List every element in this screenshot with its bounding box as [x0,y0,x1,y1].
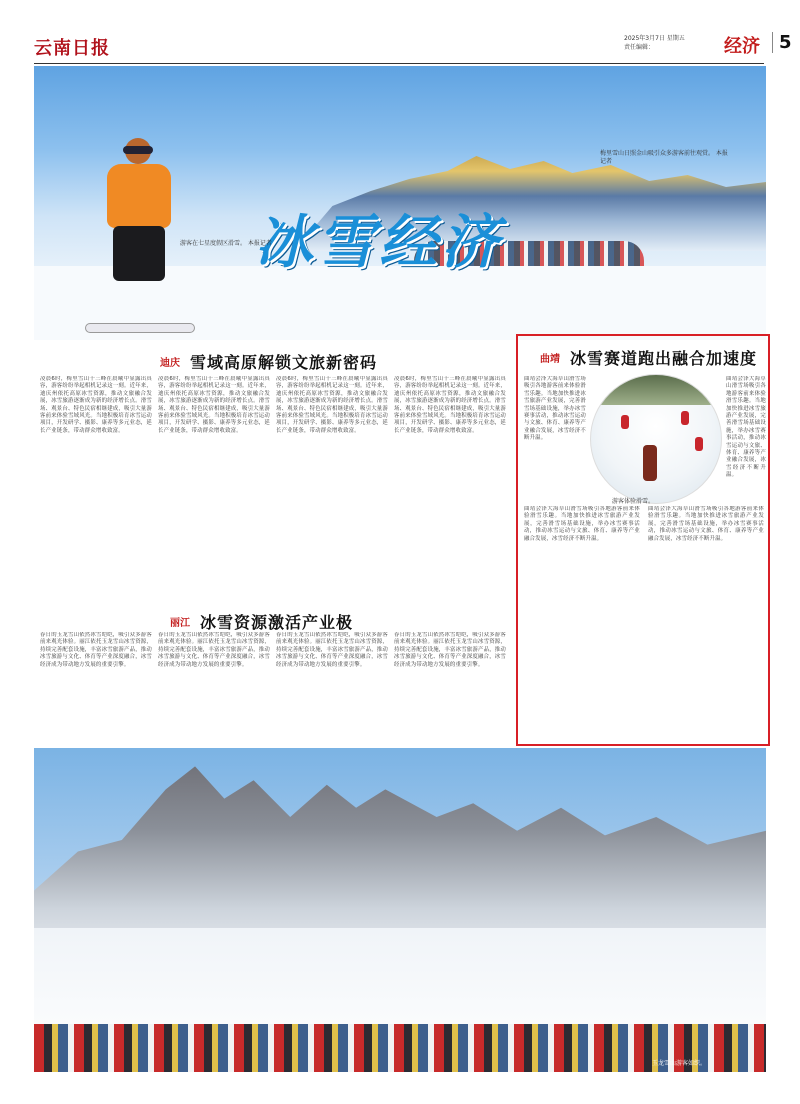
article-body-lijiang-col2: 春日的玉龙雪山依然冰雪皑皑，吸引众多游客前来观光体验。丽江依托玉龙雪山冰雪资源，持续完善配套设施，丰富冰雪旅游产品，推动冰雪旅游与文化、体育等产业深度融合，冰雪经济成为带动地方发展的重要引擎。 [158,632,270,668]
masthead [34,30,792,64]
article-title: 冰雪资源激活产业极 [200,613,354,632]
date-line [624,34,714,52]
article-body-lijiang-col4: 春日的玉龙雪山依然冰雪皑皑，吸引众多游客前来观光体验。丽江依托玉龙雪山冰雪资源，持续完善配套设施，丰富冰雪旅游产品，推动冰雪旅游与文化、体育等产业深度融合，冰雪经济成为带动地方发展的重要引擎。 [394,632,506,668]
region-tag: 丽江 [170,618,190,629]
article-title: 雪域高原解锁文旅新密码 [190,353,378,372]
region-tag: 迪庆 [160,358,180,369]
article-body-qujing-side: 曲靖会泽大海草山滑雪场吸引各地游客前来体验滑雪乐趣。当地加快推进冰雪旅游产业发展，完善滑雪场基础设施，举办冰雪赛事活动，推动冰雪运动与文旅、体育、康养等产业融合发展，冰雪经济不断升温。 [726,376,766,479]
ski-slope-photo [590,374,722,504]
feature-title: 冰雪经济 [255,208,504,276]
article-body-lijiang-col1: 春日的玉龙雪山依然冰雪皑皑，吸引众多游客前来观光体验。丽江依托玉龙雪山冰雪资源，持续完善配套设施，丰富冰雪旅游产品，推动冰雪旅游与文化、体育等产业深度融合，冰雪经济成为带动地方发展的重要引擎。 [40,632,152,668]
goggles-icon [123,146,153,154]
treeline [591,375,722,405]
article-body-lijiang-col3: 春日的玉龙雪山依然冰雪皑皑，吸引众多游客前来观光体验。丽江依托玉龙雪山冰雪资源，持续完善配套设施，丰富冰雪旅游产品，推动冰雪旅游与文化、体育等产业深度融合，冰雪经济成为带动地方发展的重要引擎。 [276,632,388,668]
section-title: 经济 [724,36,760,57]
article-header-lijiang [170,610,353,633]
article-body-qujing-col2: 曲靖会泽大海草山滑雪场吸引各地游客前来体验滑雪乐趣。当地加快推进冰雪旅游产业发展，完善滑雪场基础设施，举办冰雪赛事活动，推动冰雪运动与文旅、体育、康养等产业融合发展，冰雪经济不断升温。 [648,506,764,542]
skier-figure [681,411,689,425]
article-body-diqing-col2: 凌晨6时，梅里雪山十三峰在晨曦中显露出真容，游客纷纷举起相机记录这一刻。近年来，迪庆州依托高原冰雪资源，推动文旅融合发展，冰雪旅游逐渐成为新的经济增长点。滑雪场、观景台、特色民宿相继建成，吸引大量游客前来体验雪域风光。当地积极培育冰雪运动项目，开发研学、摄影、康养等多元业态，延长产业链条，带动群众增收致富。 [158,376,270,434]
skier-figure [695,437,703,451]
article-body-diqing-col1: 凌晨6时，梅里雪山十三峰在晨曦中显露出真容，游客纷纷举起相机记录这一刻。近年来，迪庆州依托高原冰雪资源，推动文旅融合发展，冰雪旅游逐渐成为新的经济增长点。滑雪场、观景台、特色民宿相继建成，吸引大量游客前来体验雪域风光。当地积极培育冰雪运动项目，开发研学、摄影、康养等多元业态，延长产业链条，带动群众增收致富。 [40,376,152,434]
article-body-diqing-col4: 凌晨6时，梅里雪山十三峰在晨曦中显露出真容，游客纷纷举起相机记录这一刻。近年来，迪庆州依托高原冰雪资源，推动文旅融合发展，冰雪旅游逐渐成为新的经济增长点。滑雪场、观景台、特色民宿相继建成，吸引大量游客前来体验雪域风光。当地积极培育冰雪运动项目，开发研学、摄影、康养等多元业态，延长产业链条，带动群众增收致富。 [394,376,506,434]
child-skier-figure [643,445,657,481]
qujing-photo-caption: 游客体验滑雪。 [612,498,655,505]
bottom-photo-caption: 玉龙雪山游客如织。 [652,1060,707,1067]
article-body-qujing-intro: 曲靖会泽大海草山滑雪场吸引各地游客前来体验滑雪乐趣。当地加快推进冰雪旅游产业发展，完善滑雪场基础设施，举办冰雪赛事活动，推动冰雪运动与文旅、体育、康养等产业融合发展，冰雪经济不断升温。 [524,376,586,442]
region-tag: 曲靖 [540,354,560,365]
hero-caption-left: 游客在七星度假区滑雪。 本报记者 [180,240,272,247]
article-header-qujing [540,346,757,369]
black-pants [113,226,165,281]
yulong-mountain-photo [34,748,766,1072]
article-body-qujing-col1: 曲靖会泽大海草山滑雪场吸引各地游客前来体验滑雪乐趣。当地加快推进冰雪旅游产业发展，完善滑雪场基础设施，举办冰雪赛事活动，推动冰雪运动与文旅、体育、康养等产业融合发展，冰雪经济不断升温。 [524,506,640,542]
newspaper-logo: 云南日报 [34,38,110,59]
hero-caption-right: 梅里雪山日照金山吸引众多游客前往观赏。 本报记者 [600,150,728,165]
editor-text: 责任编辑： [624,44,655,51]
snowboarder-figure [85,138,195,338]
article-header-diqing [160,350,377,373]
skier-figure [621,415,629,429]
snowboard [85,323,195,333]
page-number: 5 [772,32,792,53]
article-title: 冰雪赛道跑出融合加速度 [570,349,758,368]
date-text: 2025年3月7日 星期五 [624,35,685,42]
article-body-diqing-col3: 凌晨6时，梅里雪山十三峰在晨曦中显露出真容，游客纷纷举起相机记录这一刻。近年来，迪庆州依托高原冰雪资源，推动文旅融合发展，冰雪旅游逐渐成为新的经济增长点。滑雪场、观景台、特色民宿相继建成，吸引大量游客前来体验雪域风光。当地积极培育冰雪运动项目，开发研学、摄影、康养等多元业态，延长产业链条，带动群众增收致富。 [276,376,388,434]
orange-jacket [107,164,171,228]
